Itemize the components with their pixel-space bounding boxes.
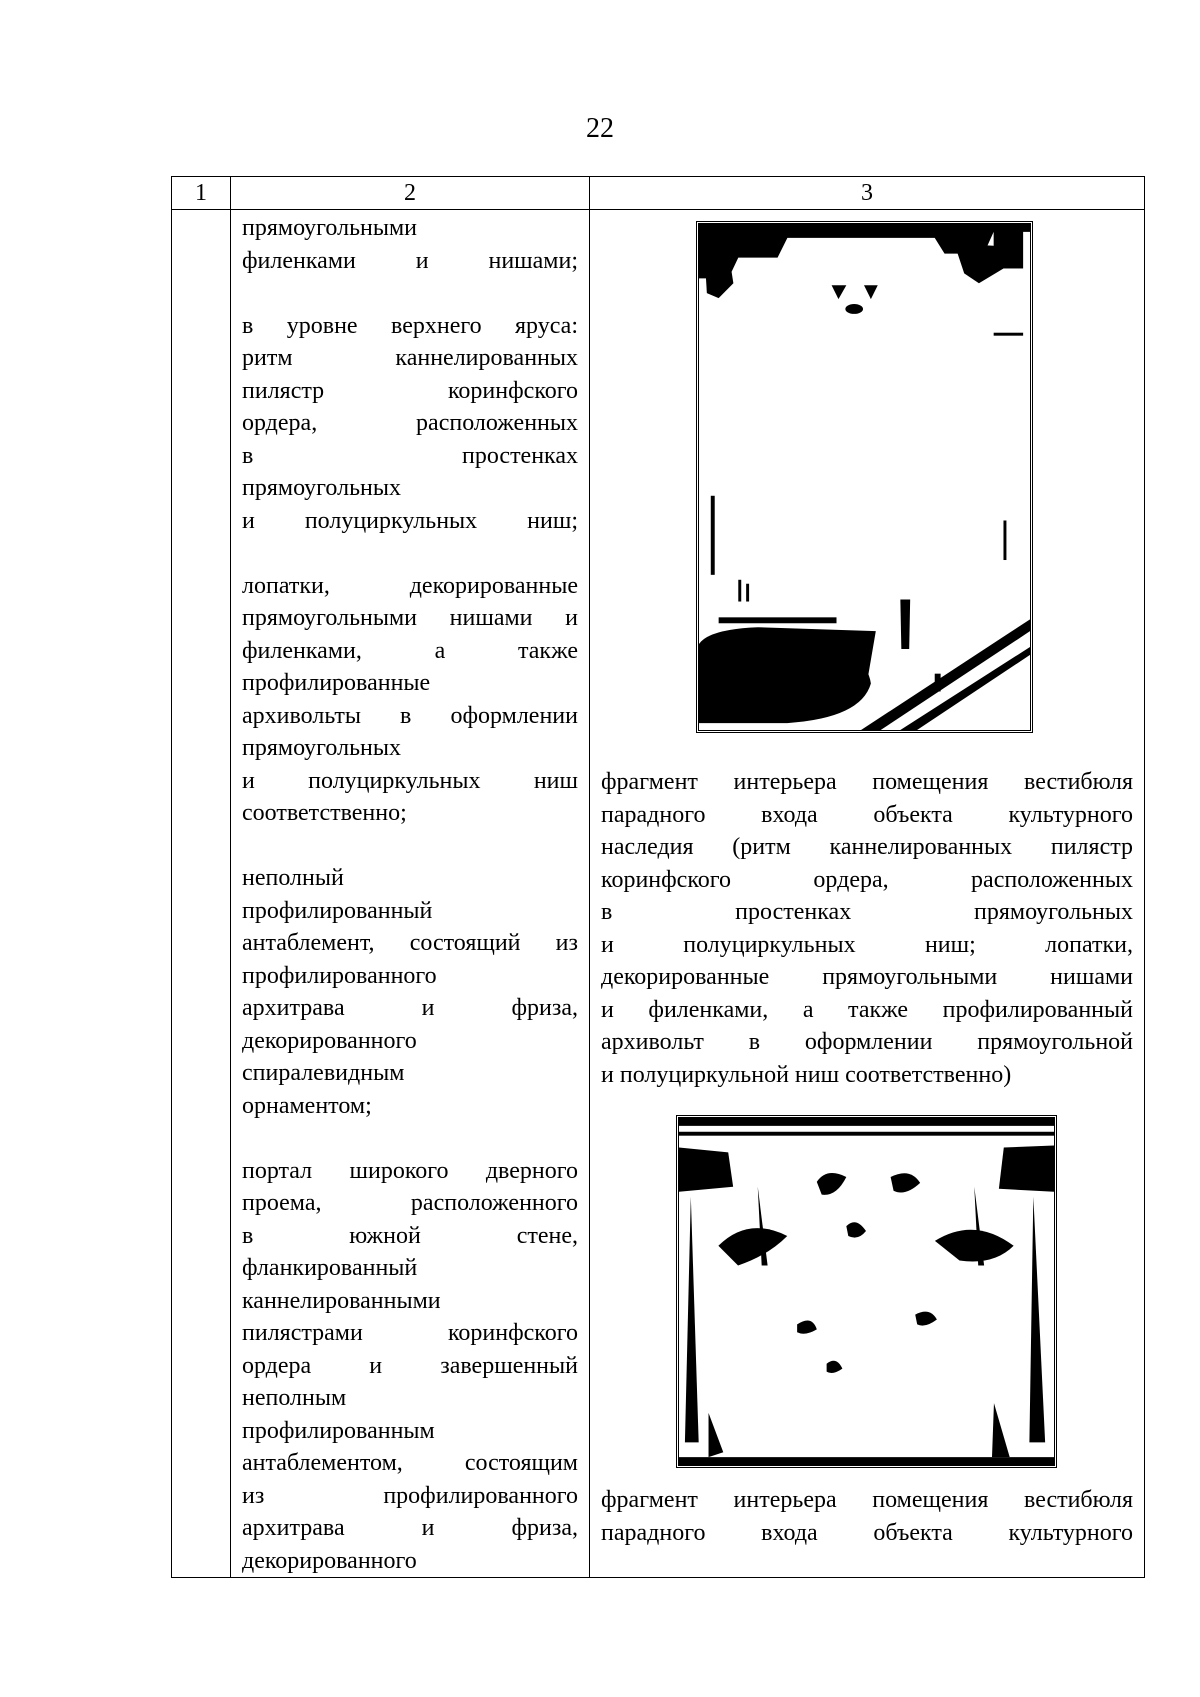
capital-photo-drawing xyxy=(679,1118,1054,1465)
cell-col-1 xyxy=(172,210,231,1578)
caption-line: парадного входа объекта культурного xyxy=(601,1519,1133,1546)
description-line: ордера и завершенный xyxy=(242,1352,578,1379)
header-col-3: 3 xyxy=(590,177,1145,210)
caption-line: и полуциркульных ниш; лопатки, xyxy=(601,931,1133,958)
heritage-table xyxy=(171,176,1145,1578)
description-paragraph xyxy=(242,310,578,538)
description-line: филенками и нишами; xyxy=(242,247,578,274)
description-line: неполным xyxy=(242,1385,347,1411)
table-row xyxy=(172,210,1145,1578)
description-line: антаблементом, состоящим xyxy=(242,1450,578,1476)
description-line: декорированного xyxy=(242,1027,417,1054)
description-line: проема, расположенного xyxy=(242,1190,578,1216)
description-line: портал широкого дверного xyxy=(242,1157,578,1184)
description-line: орнаментом; xyxy=(242,1092,372,1119)
description-line: каннелированными xyxy=(242,1287,441,1314)
description-line: в уровне верхнего яруса: xyxy=(242,312,578,339)
description-line: прямоугольными xyxy=(242,215,418,241)
photo-1-area xyxy=(590,210,1144,766)
description-line: прямоугольными нишами и xyxy=(242,605,578,631)
photo-2-area xyxy=(590,1091,1144,1484)
description-paragraph xyxy=(242,570,578,830)
header-col-2: 2 xyxy=(231,177,590,210)
interior-photo-drawing xyxy=(699,224,1030,730)
photo-1-caption xyxy=(601,766,1133,1091)
description-line: и полуциркульных ниш xyxy=(242,767,578,794)
description-line: ордера, расположенных xyxy=(242,410,578,436)
caption-line: наследия (ритм каннелированных пилястр xyxy=(601,834,1133,860)
description-line: соответственно; xyxy=(242,800,407,826)
description-line: профилированные xyxy=(242,670,431,696)
caption-line: парадного входа объекта культурного xyxy=(601,801,1133,828)
description-line: неполный xyxy=(242,865,344,891)
caption-line: и полуциркульной ниш соответственно) xyxy=(601,1061,1012,1088)
description-line: ритм каннелированных xyxy=(242,345,578,371)
header-col-1: 1 xyxy=(172,177,231,210)
description-paragraph xyxy=(242,212,578,277)
description-line: в южной стене, xyxy=(242,1222,578,1249)
cell-illustrations xyxy=(590,210,1145,1578)
description-line: профилированным xyxy=(242,1417,435,1444)
description-line: пилястрами коринфского xyxy=(242,1320,578,1346)
description-line: и полуциркульных ниш; xyxy=(242,507,578,534)
capital-photo-icon xyxy=(676,1115,1057,1468)
description-line: в простенках xyxy=(242,442,578,469)
photo-2-caption xyxy=(601,1484,1133,1549)
caption-line: фрагмент интерьера помещения вестибюля xyxy=(601,1487,1133,1513)
description-line: профилированный xyxy=(242,897,433,924)
page-number: 22 xyxy=(586,113,614,144)
description-line: спиралевидным xyxy=(242,1060,405,1086)
description-line: декорированного xyxy=(242,1547,417,1574)
description-line: прямоугольных xyxy=(242,735,401,761)
caption-line: в простенках прямоугольных xyxy=(601,899,1133,925)
interior-photo-icon xyxy=(696,221,1033,733)
description-line: архивольты в оформлении xyxy=(242,702,578,729)
description-line: лопатки, декорированные xyxy=(242,572,578,599)
description-line: архитрава и фриза, xyxy=(242,1515,578,1541)
description-text xyxy=(242,212,578,1577)
description-paragraph xyxy=(242,1155,578,1578)
table-header-row xyxy=(172,177,1145,210)
cell-description xyxy=(231,210,590,1578)
caption-line: декорированные прямоугольными нишами xyxy=(601,964,1133,990)
description-line: фланкированный xyxy=(242,1255,418,1281)
description-line: пилястр коринфского xyxy=(242,377,578,404)
description-line: прямоугольных xyxy=(242,475,401,501)
description-line: профилированного xyxy=(242,962,437,989)
caption-line: и филенками, а также профилированный xyxy=(601,996,1133,1023)
caption-line: архивольт в оформлении прямоугольной xyxy=(601,1029,1133,1055)
caption-line: фрагмент интерьера помещения вестибюля xyxy=(601,769,1133,795)
description-line: из профилированного xyxy=(242,1482,578,1509)
description-line: архитрава и фриза, xyxy=(242,995,578,1021)
caption-line: коринфского ордера, расположенных xyxy=(601,866,1133,893)
description-line: филенками, а также xyxy=(242,637,578,664)
description-line: антаблемент, состоящий из xyxy=(242,930,578,956)
description-paragraph xyxy=(242,862,578,1122)
